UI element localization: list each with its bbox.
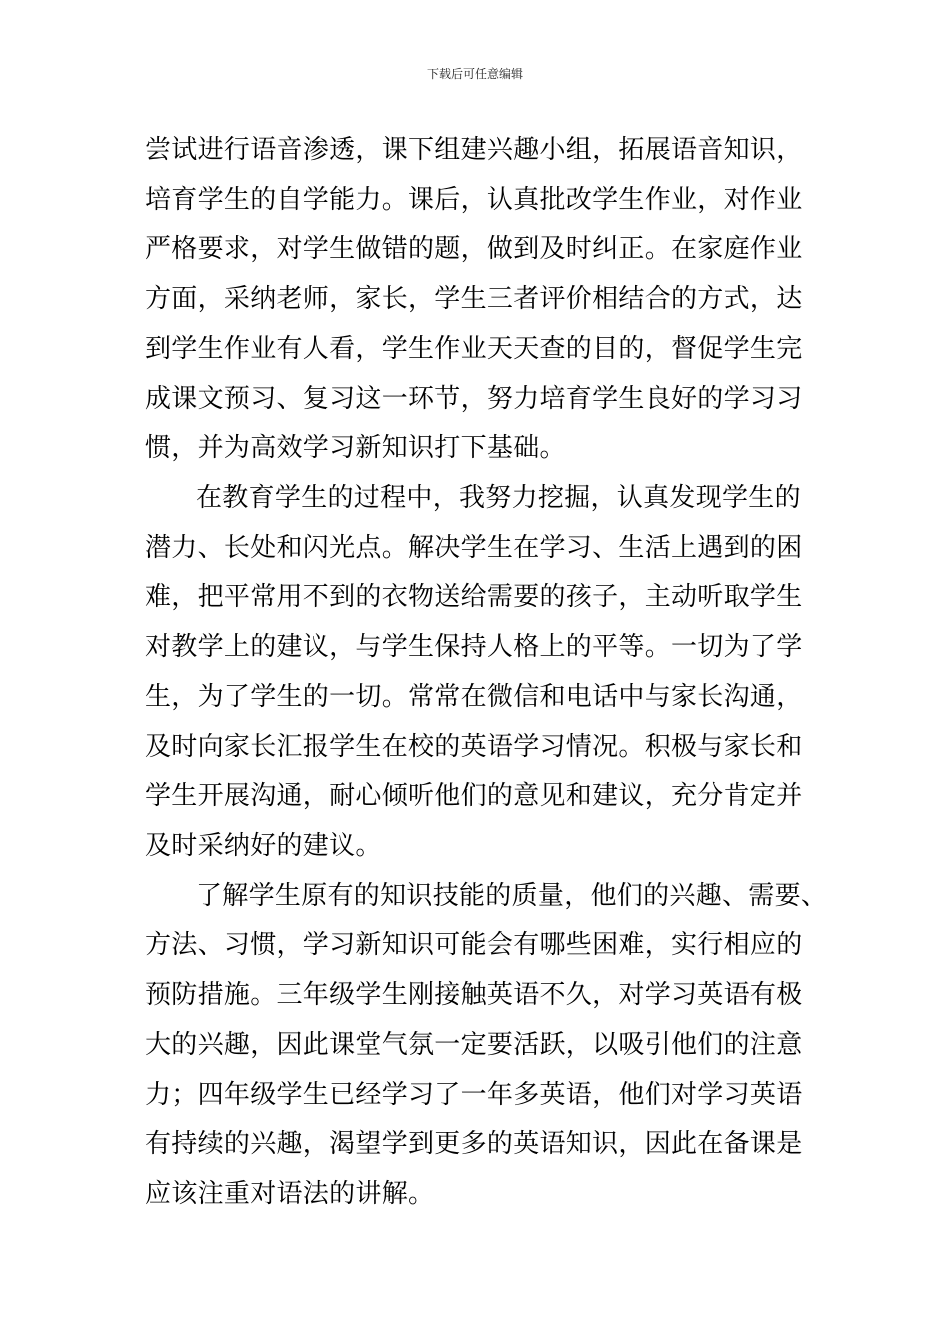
text-line: 对教学上的建议，与学生保持人格上的平等。一切为了学 bbox=[145, 632, 803, 662]
text-line: 严格要求，对学生做错的题，做到及时纠正。在家庭作业 bbox=[145, 234, 803, 264]
text-line: 及时采纳好的建议。 bbox=[145, 831, 382, 861]
page-header: 下载后可任意编辑 bbox=[426, 67, 523, 81]
text-line: 尝试进行语音渗透，课下组建兴趣小组，拓展语音知识， bbox=[145, 135, 803, 165]
paragraph-first-line: 了解学生原有的知识技能的质量，他们的兴趣、需要、 bbox=[196, 881, 828, 911]
text-line: 惯，并为高效学习新知识打下基础。 bbox=[145, 433, 566, 463]
text-line: 培育学生的自学能力。课后，认真批改学生作业，对作业 bbox=[145, 185, 803, 215]
text-line: 有持续的兴趣，渴望学到更多的英语知识，因此在备课是 bbox=[145, 1129, 803, 1159]
text-line: 到学生作业有人看，学生作业天天查的目的，督促学生完 bbox=[145, 334, 803, 364]
text-line: 方法、习惯，学习新知识可能会有哪些困难，实行相应的 bbox=[145, 930, 803, 960]
text-line: 难，把平常用不到的衣物送给需要的孩子，主动听取学生 bbox=[145, 582, 803, 612]
text-line: 学生开展沟通，耐心倾听他们的意见和建议，充分肯定并 bbox=[145, 781, 803, 811]
text-line: 大的兴趣，因此课堂气氛一定要活跃，以吸引他们的注意 bbox=[145, 1030, 803, 1060]
text-line: 成课文预习、复习这一环节，努力培育学生良好的学习习 bbox=[145, 384, 803, 414]
text-line: 力；四年级学生已经学习了一年多英语，他们对学习英语 bbox=[145, 1080, 803, 1110]
paragraph-first-line: 在教育学生的过程中，我努力挖掘，认真发现学生的 bbox=[196, 483, 801, 513]
text-line: 及时向家长汇报学生在校的英语学习情况。积极与家长和 bbox=[145, 732, 803, 762]
text-line: 潜力、长处和闪光点。解决学生在学习、生活上遇到的困 bbox=[145, 533, 803, 563]
text-line: 生，为了学生的一切。常常在微信和电话中与家长沟通， bbox=[145, 682, 803, 712]
text-line: 应该注重对语法的讲解。 bbox=[145, 1179, 435, 1209]
text-line: 方面，采纳老师，家长，学生三者评价相结合的方式，达 bbox=[145, 284, 803, 314]
text-line: 预防措施。三年级学生刚接触英语不久，对学习英语有极 bbox=[145, 980, 803, 1010]
